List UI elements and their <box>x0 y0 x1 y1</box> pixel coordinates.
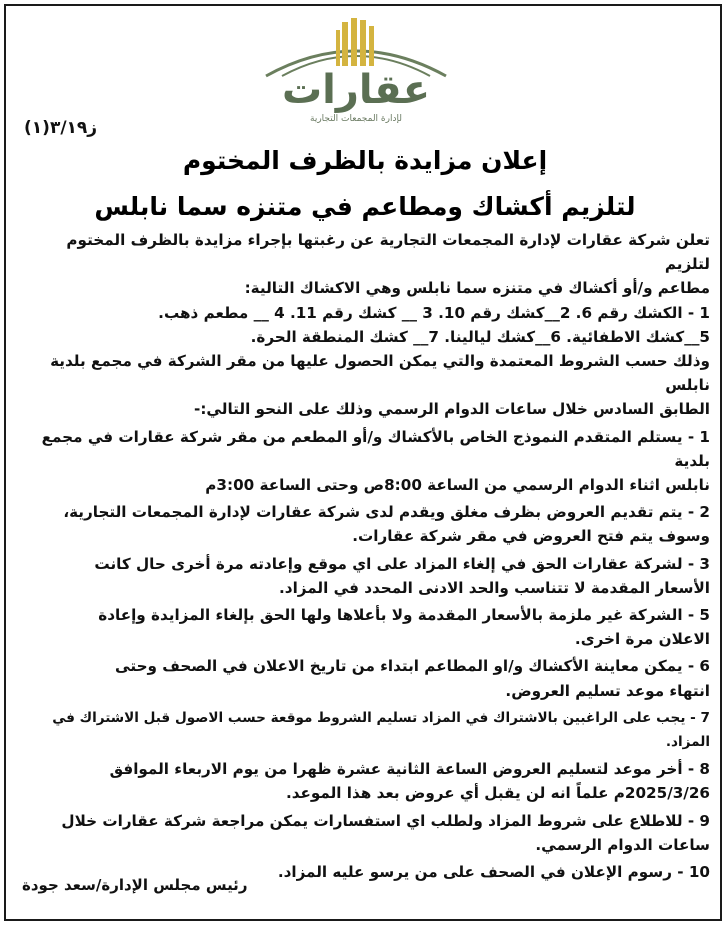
condition-item-line: 2025/3/26م علماً انه لن يقبل أي عروض بعد هذا الموعد. <box>285 784 710 803</box>
conditions-intro-line: الطابق السادس خلال ساعات الدوام الرسمي وذلك على النحو التالي:- <box>194 400 710 419</box>
condition-item-line: انتهاء موعد تسليم العروض. <box>505 681 710 700</box>
conditions-intro-line: وذلك حسب الشروط المعتمدة والتي يمكن الحصول عليها من مقر الشركة في مجمع بلدية نابلس <box>50 352 710 395</box>
announcement-body <box>18 228 710 884</box>
intro-line: مطاعم و/أو أكشاك في متنزه سما نابلس وهي الاكشاك التالية: <box>244 279 710 298</box>
kiosk-list-line: 1 - الكشك رقم 6. 2__كشك رقم 10. 3 __ كشك رقم 11. 4 __ مطعم ذهب. <box>158 303 710 322</box>
condition-item-line: 6 - يمكن معاينة الأكشاك و/او المطاعم ابتداء من تاريخ الاعلان في الصحف وحتى <box>115 657 710 676</box>
condition-item-line: 2 - يتم تقديم العروض بظرف مغلق ويقدم لدى شركة عقارات لإدارة المجمعات التجارية، <box>63 503 710 522</box>
condition-item-line: 10 - رسوم الإعلان في الصحف على من يرسو عليه المزاد. <box>277 863 710 882</box>
announcement-title: إعلان مزايدة بالظرف المختوم <box>182 146 548 175</box>
company-logo <box>262 18 450 122</box>
condition-item-line: الأسعار المقدمة لا تتناسب والحد الادنى المحدد في المزاد. <box>279 578 710 597</box>
condition-item-line: 1 - يستلم المتقدم النموذج الخاص بالأكشاك و/أو المطعم من مقر شركة عقارات في مجمع بلدية <box>41 427 710 470</box>
condition-item-line: 5 - الشركة غير ملزمة بالأسعار المقدمة ولا بأعلاها ولها الحق بإلغاء المزايدة وإعادة <box>98 606 710 625</box>
announcement-subtitle: لتلزيم أكشاك ومطاعم في متنزه سما نابلس <box>94 192 636 221</box>
logo-wordmark: عقارات <box>281 67 431 113</box>
condition-item-line: 9 - للاطلاع على شروط المزاد ولطلب اي استفسارات يمكن مراجعة شركة عقارات خلال <box>61 811 710 830</box>
intro-line: تعلن شركة عقارات لإدارة المجمعات التجارية عن رغبتها بإجراء مزايدة بالظرف المختوم لتلزيم <box>66 231 710 274</box>
condition-item-line: 8 - أخر موعد لتسليم العروض الساعة الثانية عشرة ظهرا من يوم الاربعاء الموافق <box>109 760 710 779</box>
condition-item-line: 3 - لشركة عقارات الحق في إلغاء المزاد على اي موقع وإعادته مرة أخرى حال كانت <box>94 554 710 573</box>
condition-item-line: نابلس اثناء الدوام الرسمي من الساعة 8:00ص وحتى الساعة 3:00م <box>205 476 710 495</box>
signature: رئيس مجلس الإدارة/سعد جودة <box>22 876 248 894</box>
condition-item-line: ساعات الدوام الرسمي. <box>535 835 710 854</box>
reference-number: ز٣/١٩(١) <box>24 118 98 138</box>
condition-item-line: الاعلان مرة اخرى. <box>574 630 710 649</box>
condition-item-line: 7 - يجب على الراغبين بالاشتراك في المزاد تسليم الشروط موقعة حسب الاصول قبل الاشتراك في المزاد. <box>52 709 710 751</box>
condition-item-line: وسوف يتم فتح العروض في مقر شركة عقارات. <box>352 527 710 546</box>
logo-subtitle: لإدارة المجمعات التجارية <box>310 114 402 124</box>
kiosk-list-line: 5__كشك الاطفائية. 6__كشك ليالينا. 7__ كشك المنطقة الحرة. <box>250 327 710 346</box>
